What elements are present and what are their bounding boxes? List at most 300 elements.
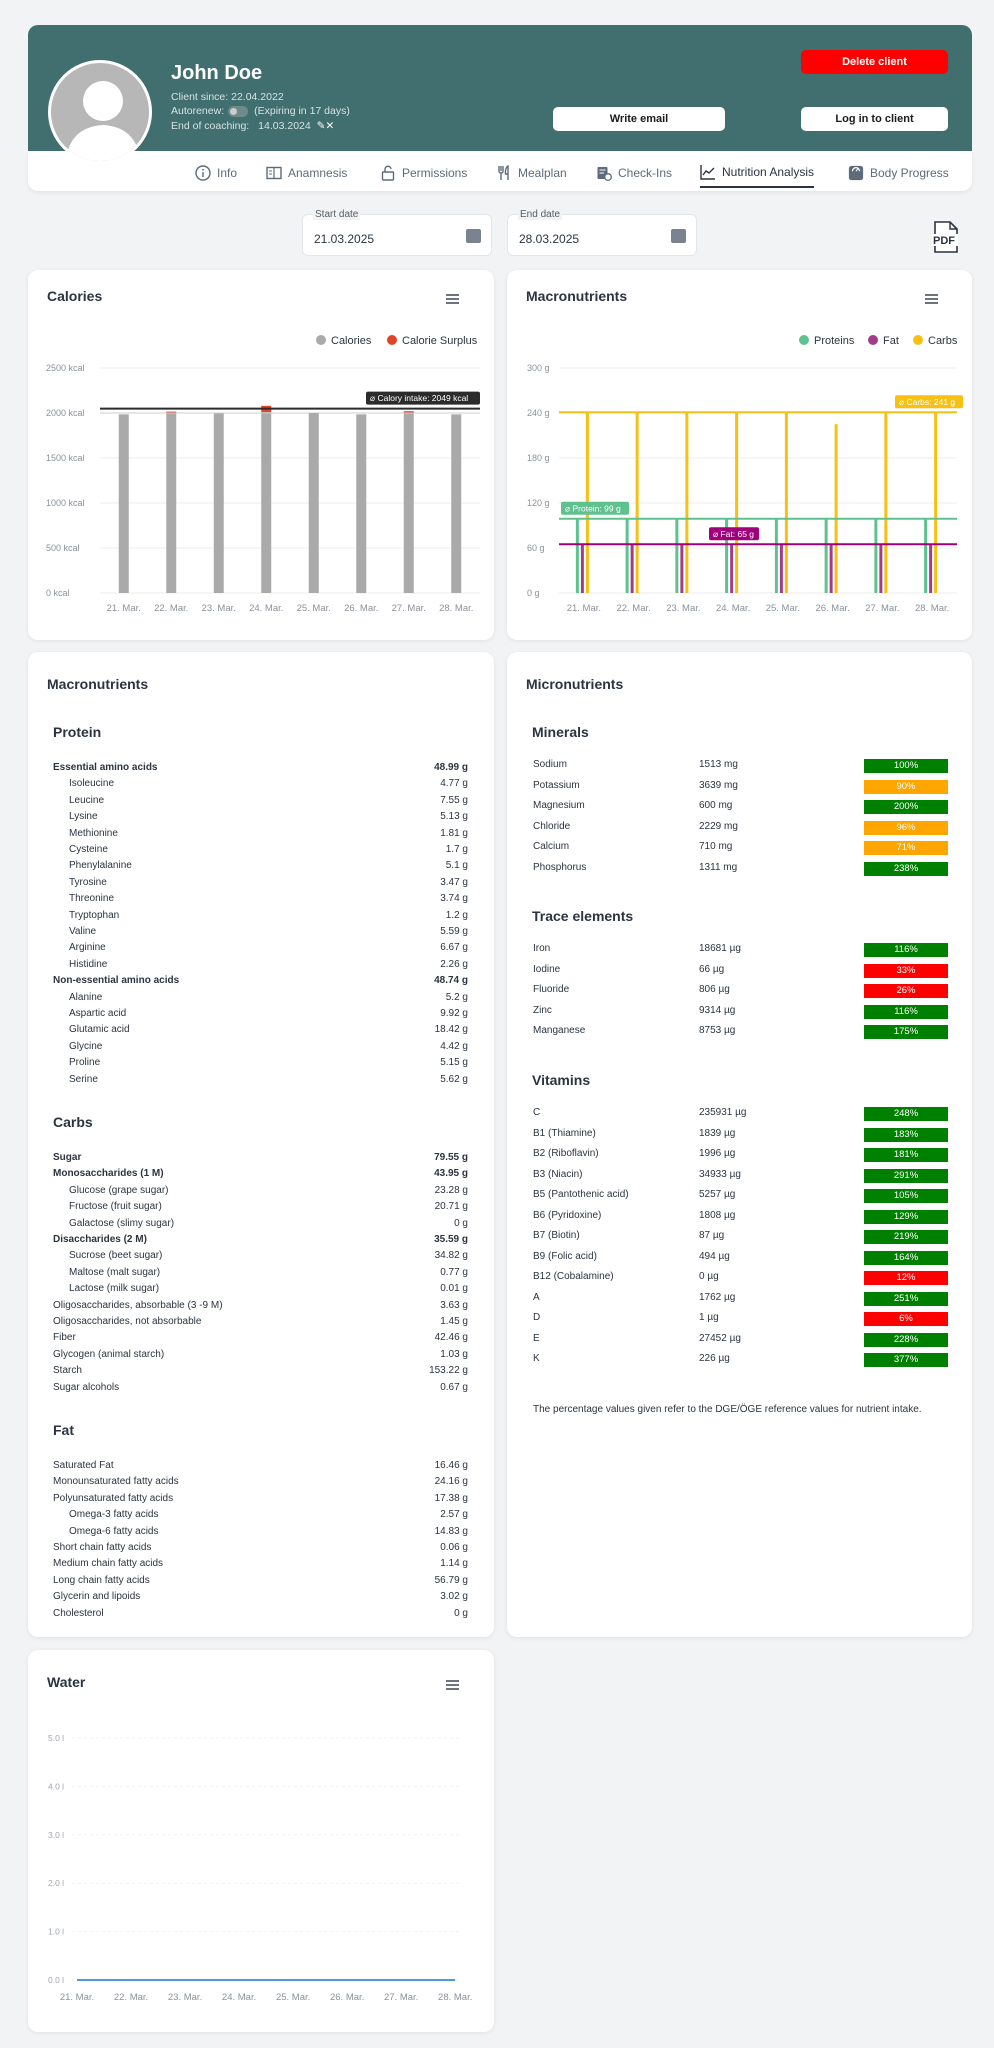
percentage-badge: 377% [864, 1353, 948, 1367]
tab-mealplan[interactable] [496, 158, 567, 188]
nutrient-row [53, 893, 468, 909]
x-tick-label: 22. Mar. [154, 603, 189, 614]
nutrient-row [53, 1267, 468, 1283]
nutrient-label: Valine [69, 926, 97, 937]
edit-icon[interactable]: ✎ [316, 120, 326, 132]
y-tick-label: 0 kcal [46, 588, 70, 598]
percentage-badge: 129% [864, 1210, 948, 1224]
nutrient-row [53, 1024, 468, 1040]
nutrient-label: Monosaccharides (1 M) [53, 1168, 164, 1180]
nutrient-row [53, 1558, 468, 1574]
nutrient-label: Sugar alcohols [53, 1381, 120, 1393]
micronutrient-row [533, 1251, 948, 1267]
nutrient-row [53, 1234, 468, 1250]
percentage-badge: 251% [864, 1292, 948, 1306]
micronutrient-row [533, 1189, 948, 1205]
y-tick-label: 3.0 l [48, 1829, 65, 1840]
nutrient-row [53, 1008, 468, 1024]
nutrient-row [53, 1382, 468, 1398]
y-tick-label: 300 g [527, 363, 550, 373]
percentage-badge: 181% [864, 1148, 948, 1162]
nutrient-row [53, 1575, 468, 1591]
x-tick-label: 28. Mar. [439, 603, 474, 614]
nutrient-value: 6.67 g [440, 942, 468, 954]
calories-bar [166, 413, 176, 593]
tab-anamnesis-label: Anamnesis [288, 166, 348, 180]
micronutrient-amount: 1 µg [699, 1312, 719, 1323]
nutrient-value: 18.42 g [434, 1024, 468, 1036]
macronutrients-table-title: Macronutrients [47, 676, 149, 692]
micronutrient-row [533, 1292, 948, 1308]
vitamins-section-title: Vitamins [532, 1072, 591, 1088]
nutrient-row [53, 1283, 468, 1299]
micronutrient-row [533, 780, 948, 796]
legend-swatch-fat [868, 335, 878, 345]
nutrient-row [53, 1591, 468, 1607]
autorenew-toggle[interactable] [228, 106, 248, 117]
percentage-badge: 175% [864, 1025, 948, 1039]
nutrient-value: 5.15 g [440, 1057, 468, 1069]
legend-label-carbs[interactable]: Carbs [928, 335, 958, 347]
x-tick-label: 26. Mar. [815, 603, 850, 614]
carbs-bar [685, 413, 688, 593]
micronutrient-amount: 5257 µg [699, 1189, 736, 1200]
percentage-badge: 6% [864, 1312, 948, 1326]
micronutrient-amount: 2229 mg [699, 820, 738, 832]
nutrient-label: Sucrose (beet sugar) [69, 1250, 163, 1262]
x-tick-label: 27. Mar. [384, 1992, 419, 2003]
micronutrient-row [533, 1210, 948, 1226]
nutrient-label: Starch [53, 1365, 82, 1377]
tab-nutrition-analysis[interactable] [700, 158, 814, 188]
micronutrient-row [533, 964, 948, 980]
calories-bar [309, 414, 319, 593]
macronutrients-table-card [28, 652, 494, 1637]
nutrient-row [53, 1300, 468, 1316]
nutrient-value: 24.16 g [434, 1476, 468, 1488]
nutrient-label: Essential amino acids [53, 762, 158, 773]
tab-mealplan-label: Mealplan [518, 166, 567, 180]
micronutrient-row [533, 1107, 948, 1123]
nutrient-value: 4.77 g [440, 778, 468, 790]
nutrient-row [53, 975, 468, 991]
calories-bar [119, 414, 129, 593]
micronutrient-amount: 494 µg [699, 1250, 730, 1262]
nutrient-row [53, 1493, 468, 1509]
proteins-bar [825, 519, 828, 593]
x-tick-label: 22. Mar. [113, 1992, 149, 2003]
tab-anamnesis[interactable] [266, 158, 347, 188]
x-tick-label: 21. Mar. [106, 603, 141, 614]
fat-bar [830, 544, 833, 593]
tab-permissions-label: Permissions [402, 166, 468, 180]
micronutrient-row [533, 1148, 948, 1164]
nutrient-row [53, 1332, 468, 1348]
x-tick-label: 25. Mar. [765, 603, 801, 614]
micronutrient-amount: 66 µg [699, 963, 725, 975]
x-tick-label: 23. Mar. [201, 603, 236, 614]
legend-swatch-carbs [913, 335, 923, 345]
micronutrient-amount: 0 µg [699, 1271, 719, 1282]
nutrient-value: 1.03 g [440, 1348, 468, 1360]
nutrient-row [53, 959, 468, 975]
nutrient-row [53, 1365, 468, 1381]
legend-swatch-calories [316, 335, 326, 345]
x-tick-label: 24. Mar. [249, 603, 284, 614]
pdf-export-button[interactable] [930, 221, 960, 253]
nutrient-value: 9.92 g [440, 1008, 468, 1019]
nutrient-value: 1.2 g [445, 909, 468, 921]
nutrient-value: 48.99 g [434, 762, 468, 773]
calories-card-title: Calories [47, 288, 103, 304]
nutrient-value: 0 g [454, 1217, 468, 1229]
carbs-bar [636, 413, 639, 593]
x-tick-label: 26. Mar. [329, 1992, 365, 2003]
micronutrient-row [533, 1353, 948, 1369]
nutrient-label: Glycine [69, 1040, 103, 1052]
nutrient-row [53, 1152, 468, 1168]
y-tick-label: 1.0 l [48, 1926, 65, 1937]
start-date-value[interactable]: 21.03.2025 [314, 232, 375, 246]
micronutrient-amount: 3639 mg [699, 779, 738, 791]
x-tick-label: 26. Mar. [344, 603, 379, 614]
tab-body-progress-label: Body Progress [870, 166, 949, 180]
end-date-value[interactable]: 28.03.2025 [519, 232, 580, 246]
nutrient-value: 7.55 g [440, 794, 468, 806]
nutrient-label: Medium chain fatty acids [53, 1558, 164, 1570]
nutrient-value: 5.1 g [445, 860, 468, 872]
carbs-bar [785, 413, 788, 593]
micronutrient-row [533, 841, 948, 857]
legend-swatch-surplus [387, 335, 397, 345]
end-of-coaching-label: End of coaching: [171, 120, 250, 132]
end-date-label: End date [520, 209, 561, 220]
micronutrient-label: Fluoride [533, 984, 570, 996]
nutrient-row [53, 844, 468, 860]
calendar-icon[interactable] [466, 229, 481, 243]
nutrient-value: 3.02 g [440, 1591, 468, 1603]
micronutrient-row [533, 759, 948, 775]
water-card-title: Water [47, 1674, 86, 1690]
close-icon[interactable]: ✕ [325, 120, 335, 132]
micronutrient-label: Chloride [533, 820, 571, 832]
micronutrient-row [533, 800, 948, 816]
nutrient-value: 0.77 g [440, 1266, 468, 1278]
carbs-bar [735, 413, 738, 593]
tab-info[interactable] [195, 158, 237, 188]
nutrient-row [53, 942, 468, 958]
tab-check-ins-label: Check-Ins [618, 166, 673, 180]
micronutrient-label: B2 (Riboflavin) [533, 1148, 599, 1159]
nutrient-row [53, 1476, 468, 1492]
login-client-button[interactable]: Log in to client [801, 107, 948, 131]
carbs-bar [884, 413, 887, 593]
calendar-icon[interactable] [671, 229, 686, 243]
y-tick-label: 1000 kcal [46, 498, 85, 508]
nutrient-label: Fiber [53, 1332, 76, 1344]
y-tick-label: 240 g [527, 408, 550, 418]
nutrient-row [53, 1509, 468, 1525]
nutrient-value: 34.82 g [434, 1250, 468, 1262]
nutrient-value: 2.57 g [440, 1509, 468, 1521]
y-tick-label: 0.0 l [48, 1975, 65, 1985]
nutrient-row [53, 860, 468, 876]
percentage-badge: 100% [864, 759, 948, 773]
calories-chart [28, 270, 494, 640]
percentage-badge: 116% [864, 1005, 948, 1019]
nutrient-row [53, 1460, 468, 1476]
micronutrient-label: Phosphorus [533, 862, 587, 873]
nutrient-value: 79.55 g [434, 1152, 468, 1163]
y-tick-label: 180 g [527, 453, 550, 463]
micronutrient-amount: 1996 µg [699, 1148, 736, 1159]
cutlery-icon [496, 165, 512, 181]
nutrient-row [53, 778, 468, 794]
x-tick-label: 23. Mar. [167, 1992, 203, 2003]
water-chart [28, 1650, 494, 2032]
micronutrient-row [533, 1230, 948, 1246]
protein-section-title: Protein [53, 724, 102, 740]
percentage-badge: 200% [864, 800, 948, 814]
fat-bar [879, 544, 882, 593]
micronutrient-row [533, 821, 948, 837]
micronutrient-label: Potassium [533, 779, 580, 791]
micronutrient-amount: 600 mg [699, 800, 733, 812]
nutrient-label: Glucose (grape sugar) [69, 1184, 169, 1196]
nutrient-row [53, 1041, 468, 1057]
nutrient-row [53, 1168, 468, 1184]
scale-icon [848, 165, 864, 181]
nutrient-label: Leucine [69, 794, 105, 806]
x-tick-label: 21. Mar. [566, 603, 602, 614]
nutrient-value: 1.7 g [445, 844, 468, 855]
legend-label-fat[interactable]: Fat [883, 335, 899, 347]
micronutrient-label: Calcium [533, 841, 570, 853]
nutrient-row [53, 1185, 468, 1201]
average-label: ⌀ Calory intake: 2049 kcal [370, 393, 469, 404]
micronutrient-amount: 806 µg [699, 984, 730, 996]
fat-bar [581, 544, 584, 593]
percentage-badge: 12% [864, 1271, 948, 1285]
nutrient-label: Galactose (slimy sugar) [69, 1217, 175, 1229]
delete-client-button[interactable]: Delete client [801, 50, 948, 74]
macros-chart [507, 270, 972, 640]
nutrient-label: Non-essential amino acids [53, 975, 180, 987]
nutrient-label: Phenylalanine [69, 860, 132, 872]
micronutrient-row [533, 1128, 948, 1144]
nutrient-label: Tyrosine [69, 876, 107, 888]
nutrient-row [53, 1316, 468, 1332]
y-tick-label: 0 g [527, 588, 540, 598]
nutrient-label: Glycerin and lipoids [53, 1591, 141, 1603]
nutrient-row [53, 926, 468, 942]
nutrient-label: Fructose (fruit sugar) [69, 1201, 162, 1213]
nutrient-label: Histidine [69, 958, 108, 970]
micronutrient-amount: 226 µg [699, 1353, 730, 1364]
proteins-bar [775, 519, 778, 593]
tab-body-progress[interactable] [848, 158, 949, 188]
tab-check-ins[interactable] [596, 158, 672, 188]
micronutrient-label: Magnesium [533, 800, 585, 812]
micronutrient-amount: 235931 µg [699, 1107, 747, 1118]
micronutrient-label: B3 (Niacin) [533, 1168, 583, 1180]
proteins-bar [576, 519, 579, 593]
nutrient-label: Lactose (milk sugar) [69, 1283, 160, 1295]
percentage-badge: 26% [864, 984, 948, 998]
proteins-bar [924, 519, 927, 593]
lock-open-icon [380, 165, 396, 181]
legend-label-proteins[interactable]: Proteins [814, 335, 855, 347]
write-email-button[interactable]: Write email [553, 107, 725, 131]
nutrient-value: 16.46 g [434, 1460, 468, 1471]
nutrient-value: 5.62 g [440, 1073, 468, 1085]
nutrient-value: 153.22 g [429, 1365, 468, 1377]
percentage-badge: 33% [864, 964, 948, 978]
legend-label-surplus[interactable]: Calorie Surplus [402, 335, 478, 347]
calories-bar [451, 414, 461, 593]
percentage-badge: 291% [864, 1169, 948, 1183]
micronutrient-label: B5 (Pantothenic acid) [533, 1189, 629, 1200]
autorenew-row [171, 105, 350, 117]
nutrient-row [53, 1250, 468, 1266]
tab-nutrition-analysis-label: Nutrition Analysis [722, 165, 815, 179]
calories-card [28, 270, 494, 640]
micronutrient-label: B1 (Thiamine) [533, 1127, 596, 1139]
percentage-badge: 105% [864, 1189, 948, 1203]
proteins-bar [626, 519, 629, 593]
client-name: John Doe [171, 62, 263, 84]
nutrient-label: Cholesterol [53, 1607, 104, 1619]
nutrient-label: Short chain fatty acids [53, 1542, 152, 1553]
nutrient-label: Threonine [69, 893, 115, 905]
micronutrients-table-card [507, 652, 972, 1637]
micronutrient-label: Manganese [533, 1025, 586, 1037]
micronutrient-amount: 1311 mg [699, 862, 738, 873]
minerals-section-title: Minerals [532, 724, 589, 740]
info-icon [195, 165, 211, 181]
nutrient-row [53, 1526, 468, 1542]
book-icon [266, 165, 282, 181]
x-tick-label: 25. Mar. [275, 1992, 311, 2003]
micronutrient-amount: 1513 mg [699, 759, 738, 770]
nutrient-label: Monounsaturated fatty acids [53, 1476, 179, 1488]
nutrient-value: 3.74 g [440, 893, 468, 905]
percentage-badge: 183% [864, 1128, 948, 1142]
nutrient-value: 17.38 g [434, 1492, 468, 1504]
end-of-coaching-date: 14.03.2024 [258, 120, 311, 132]
nutrient-row [53, 877, 468, 893]
micronutrient-row [533, 862, 948, 878]
macros-card-title: Macronutrients [526, 288, 628, 304]
tab-permissions[interactable] [380, 158, 467, 188]
micronutrient-row [533, 1271, 948, 1287]
calories-bar [261, 412, 271, 593]
nutrient-value: 0.01 g [440, 1283, 468, 1295]
nutrient-label: Oligosaccharides, not absorbable [53, 1316, 202, 1327]
carbs-section-title: Carbs [53, 1114, 93, 1130]
x-tick-label: 24. Mar. [221, 1992, 257, 2003]
percentage-badge: 96% [864, 821, 948, 835]
nutrient-value: 42.46 g [434, 1332, 468, 1344]
calories-bar [404, 413, 414, 593]
nutrient-label: Omega-3 fatty acids [69, 1509, 159, 1521]
micronutrient-label: C [533, 1107, 541, 1118]
percentage-badge: 71% [864, 841, 948, 855]
legend-label-calories[interactable]: Calories [331, 335, 372, 347]
micronutrient-amount: 710 mg [699, 841, 733, 853]
y-tick-label: 120 g [527, 498, 550, 508]
x-tick-label: 25. Mar. [296, 603, 331, 614]
nutrient-label: Arginine [69, 942, 106, 954]
percentage-badge: 228% [864, 1333, 948, 1347]
nutrient-value: 0.67 g [440, 1381, 468, 1393]
micronutrient-row [533, 1005, 948, 1021]
micronutrient-label: Iodine [533, 963, 561, 975]
micronutrient-amount: 1839 µg [699, 1127, 736, 1139]
client-since: Client since: 22.04.2022 [171, 91, 284, 103]
nutrient-value: 3.47 g [440, 876, 468, 888]
y-tick-label: 1500 kcal [46, 453, 85, 463]
micronutrient-amount: 87 µg [699, 1230, 725, 1241]
micronutrient-row [533, 943, 948, 959]
x-tick-label: 27. Mar. [391, 603, 426, 614]
nutrient-row [53, 1542, 468, 1558]
end-date-field[interactable] [507, 209, 697, 256]
proteins-bar [874, 519, 877, 593]
nutrient-row [53, 795, 468, 811]
fat-bar [631, 544, 634, 593]
calories-bar [214, 413, 224, 593]
nutrient-row [53, 811, 468, 827]
avatar [48, 60, 152, 164]
nutrient-value: 23.28 g [434, 1184, 468, 1196]
micronutrient-amount: 34933 µg [699, 1168, 741, 1180]
micronutrient-amount: 1808 µg [699, 1209, 736, 1221]
avg-fat-label: ⌀ Fat: 65 g [713, 528, 755, 539]
carbs-bar [934, 413, 937, 593]
nutrient-label: Lysine [69, 811, 98, 823]
x-tick-label: 23. Mar. [666, 603, 701, 614]
nutrient-value: 3.63 g [440, 1299, 468, 1311]
y-tick-label: 2.0 l [48, 1878, 65, 1889]
nutrient-label: Omega-6 fatty acids [69, 1525, 159, 1537]
clipboard-check-icon [596, 165, 612, 181]
micronutrient-label: B12 (Cobalamine) [533, 1271, 614, 1282]
nutrient-value: 1.14 g [440, 1558, 468, 1570]
x-tick-label: 21. Mar. [59, 1992, 95, 2003]
tab-info-label: Info [217, 166, 238, 180]
nutrient-label: Cysteine [69, 844, 108, 855]
nutrient-row [53, 1201, 468, 1217]
nutrient-label: Glycogen (animal starch) [53, 1348, 165, 1360]
fat-bar [680, 544, 683, 593]
nutrient-label: Methionine [69, 827, 118, 839]
nutrient-value: 4.42 g [440, 1040, 468, 1052]
nutrient-row [53, 1349, 468, 1365]
micronutrient-amount: 9314 µg [699, 1004, 736, 1016]
nutrient-row [53, 1057, 468, 1073]
micronutrient-amount: 1762 µg [699, 1291, 736, 1303]
micronutrient-row [533, 1025, 948, 1041]
avg-carbs-label: ⌀ Carbs: 241 g [899, 396, 956, 407]
percentage-badge: 164% [864, 1251, 948, 1265]
micronutrient-label: K [533, 1353, 540, 1364]
pdf-label: PDF [933, 235, 955, 247]
micronutrient-label: D [533, 1312, 541, 1323]
start-date-field[interactable] [302, 209, 492, 256]
nutrient-label: Serine [69, 1073, 98, 1085]
micronutrient-row [533, 1333, 948, 1349]
